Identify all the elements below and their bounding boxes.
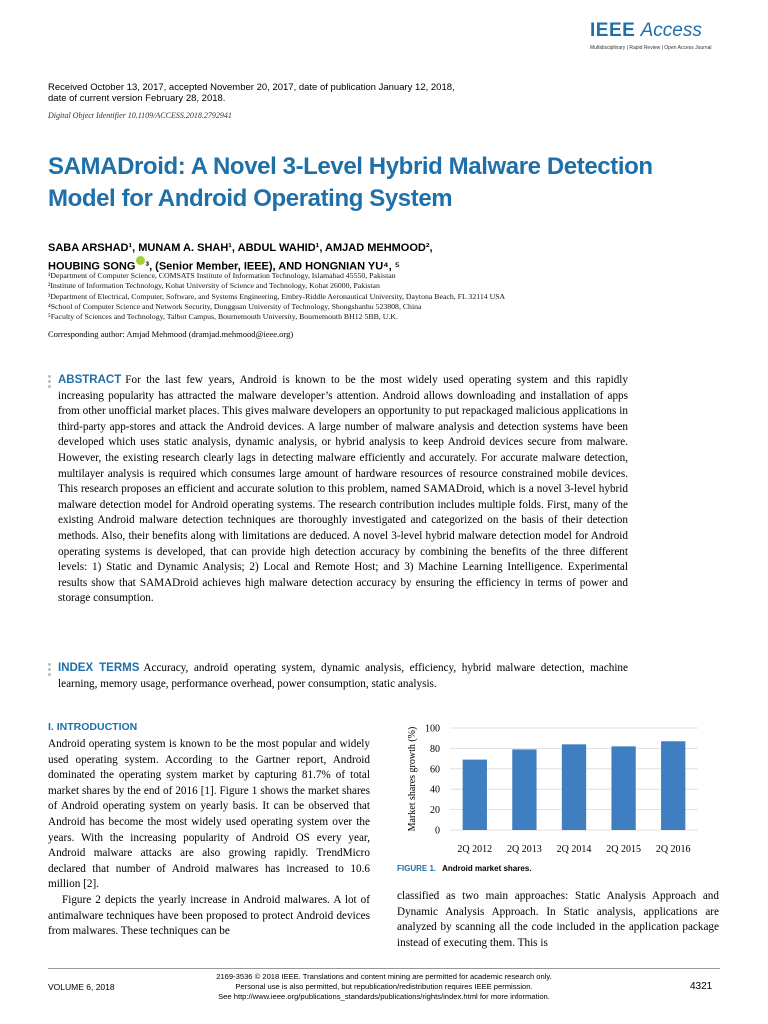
footer-volume: VOLUME 6, 2018: [48, 982, 115, 992]
footer-license: [190, 972, 578, 1002]
bar-2q-2015: [611, 746, 635, 830]
abstract-label: ABSTRACT: [58, 374, 122, 386]
y-tick-label: 100: [425, 723, 440, 735]
x-tick-label: 2Q 2015: [606, 844, 641, 855]
received-dates: Received October 13, 2017, accepted November 20, 2017, date of publication January 12, 2018,: [48, 82, 455, 93]
abstract-dots-icon: [48, 375, 52, 390]
x-tick-label: 2Q 2014: [556, 844, 592, 855]
x-tick-label: 2Q 2016: [655, 844, 691, 855]
footer-page-number: 4321: [690, 981, 713, 992]
figure-caption-text: Android market shares.: [442, 864, 532, 873]
author-line-2-rest: ³, (Senior Member, IEEE), AND HONGNIAN YU⁴, ⁵: [145, 260, 400, 273]
index-terms-text: Accuracy, android operating system, dynamic analysis, efficiency, hybrid malware detection, machine learning, memory usage, performance overhead, power consumption, static analysis.: [58, 662, 628, 690]
introduction-right-column: [397, 889, 719, 951]
introduction-paragraph-1: Android operating system is known to be the most popular and widely used operating system. According to the Gartner report, Android dominated the operating system market by capturing 81.7% of total market shares by the end of 2016 [1]. Figure 1 shows the market shares of Android operating system on yearly basis. It can be observed that Android has become the most widely used operating system over the years. With the increasing popularity of Android OS every year, Android malware attacks are also growing rapidly. TrendMicro declared that number of Android malwares has increased to 10.6 million [2].: [48, 738, 370, 891]
market-share-chart: [400, 715, 700, 860]
author-song: HOUBING SONG: [48, 260, 136, 273]
author-line-1: SABA ARSHAD¹, MUNAM A. SHAH¹, ABDUL WAHID¹, AMJAD MEHMOOD²,: [48, 242, 433, 254]
current-version-date: date of current version February 28, 2018.: [48, 93, 226, 104]
section-heading-introduction: I. INTRODUCTION: [48, 721, 138, 733]
footer-license-line-3[interactable]: See http://www.ieee.org/publications_standards/publications/rights/index.html for more information.: [218, 992, 550, 1001]
footer-divider: [48, 968, 720, 969]
introduction-right-paragraph: classified as two main approaches: Static Analysis Approach and Dynamic Analysis Approach. In Static analysis, applications are analyzed by scanning all the code included in the application package instead of executing them. This is: [397, 890, 719, 949]
figure-label: FIGURE 1.: [397, 864, 437, 873]
bar-2q-2016: [661, 741, 685, 830]
introduction-paragraph-2: Figure 2 depicts the yearly increase in Android malwares. A lot of antimalware techniques have been proposed to protect Android devices from malwares. These techniques can be: [48, 893, 370, 938]
introduction-left-column: [48, 737, 370, 940]
y-tick-label: 40: [430, 784, 440, 796]
journal-tagline: Multidisciplinary | Rapid Review | Open Access Journal: [590, 45, 712, 51]
abstract: [58, 373, 628, 607]
index-terms-label: INDEX TERMS: [58, 662, 140, 674]
footer-license-line-2: Personal use is also permitted, but republication/redistribution requires IEEE permission.: [235, 982, 533, 991]
journal-logo: [590, 20, 720, 51]
index-terms: [58, 661, 628, 692]
y-tick-label: 80: [430, 743, 440, 755]
corresponding-author: Corresponding author: Amjad Mehmood (dramjad.mehmood@ieee.org): [48, 329, 294, 339]
x-tick-label: 2Q 2013: [507, 844, 542, 855]
footer-license-line-1: 2169-3536 © 2018 IEEE. Translations and content mining are permitted for academic research only.: [216, 972, 552, 981]
y-tick-label: 20: [430, 805, 440, 817]
affiliation-2: ²Institute of Information Technology, Kohat University of Science and Technology, Kohat 26000, Pakistan: [48, 281, 380, 291]
affiliation-3: ³Department of Electrical, Computer, Software, and Systems Engineering, Embry-Riddle Aeronautical University, Daytona Beach, FL 32114 USA: [48, 291, 506, 301]
author-list: [48, 240, 668, 275]
affiliations: [48, 271, 688, 322]
paper-title: SAMADroid: A Novel 3-Level Hybrid Malware Detection Model for Android Operating System: [48, 153, 653, 212]
bar-2q-2013: [512, 749, 536, 830]
index-terms-dots-icon: [48, 663, 52, 678]
y-tick-label: 60: [430, 764, 440, 776]
bar-2q-2014: [562, 744, 586, 830]
affiliation-4: ⁴School of Computer Science and Network Security, Dongguan University of Technology, Shongshanhu 523808, China: [48, 301, 422, 311]
y-tick-label: 0: [435, 825, 440, 837]
journal-name-bold: IEEE: [590, 20, 636, 41]
affiliation-1: ¹Department of Computer Science, COMSATS Institute of Information Technology, Islamabad 45550, Pakistan: [48, 271, 396, 280]
bar-2q-2012: [463, 760, 487, 830]
y-axis-label: Market shares growth (%): [407, 726, 418, 832]
journal-name-italic: Access: [640, 20, 702, 41]
doi: Digital Object Identifier 10.1109/ACCESS.2018.2792941: [48, 111, 232, 120]
x-tick-label: 2Q 2012: [457, 844, 493, 855]
figure-caption: [397, 864, 532, 873]
abstract-text: For the last few years, Android is known to be the most widely used operating system and this rapidly increasing popularity has attracted the malware developer’s attention. Android allows downloading and installation of apps from other unofficial market places. This gives malware developers an opportunity to put repackaged malicious applications in third-party app-stores and attack the Android devices. A large number of malware analysis and detection systems have been developed which uses static analysis, dynamic analysis, or hybrid analysis to keep Android devices secure from malware. However, the existing research clearly lags in detecting malware efficiently and accurately. For accurate malware detection, multilayer analysis is required which consumes large amount of hardware resources of resource constrained mobile devices. This research proposes an efficient and accurate solution to this problem, named SAMADroid, which is a novel 3-level hybrid malware detection model for Android operating systems. The research contribution includes multiple folds. First, many of the existing Android malware detection techniques are thoroughly investigated and categorized on the basis of their detection methods. Also, their benefits along with limitations are deduced. A novel 3-level hybrid malware detection model for Android operating systems is developed, that can provide high detection accuracy by combining the benefits of the three different levels: 1) Static and Dynamic Analysis; 2) Local and Remote Host; and 3) Machine Learning Intelligence. Experimental results show that SAMADroid achieves high malware detection accuracy by ensuring the efficiency in terms of power and storage consumption.: [58, 374, 628, 605]
affiliation-5: ⁵Faculty of Sciences and Technology, Talbot Campus, Bournemouth University, Bournemouth BH12 5BB, U.K.: [48, 312, 398, 322]
